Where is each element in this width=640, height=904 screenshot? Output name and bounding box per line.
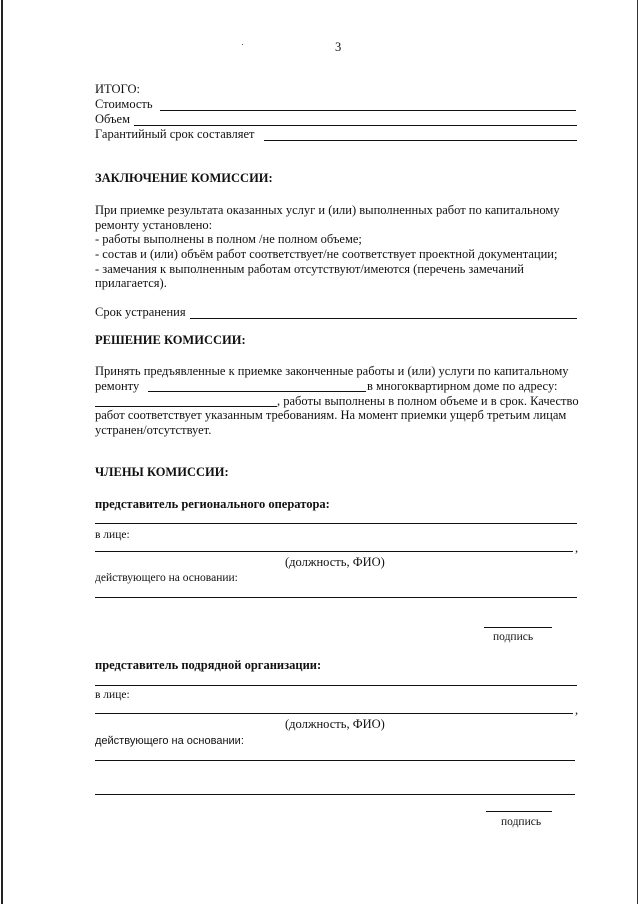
repair-type-field[interactable] bbox=[148, 391, 366, 392]
decision-text-line: , работы выполнены в полном объеме и в срок. Качество bbox=[277, 394, 579, 408]
decision-text-line: в многоквартирном доме по адресу: bbox=[367, 379, 558, 393]
page-edge-right bbox=[637, 0, 638, 904]
cost-field[interactable] bbox=[160, 110, 576, 111]
contractor-comma: , bbox=[575, 703, 579, 717]
conclusion-text-line: - работы выполнены в полном /не полном объеме; bbox=[95, 232, 362, 246]
deadline-label: Срок устранения bbox=[95, 305, 186, 319]
decision-heading: РЕШЕНИЕ КОМИССИИ: bbox=[95, 333, 246, 347]
warranty-field[interactable] bbox=[264, 140, 577, 141]
members-heading: ЧЛЕНЫ КОМИССИИ: bbox=[95, 465, 229, 479]
conclusion-text-line: При приемке результата оказанных услуг и (или) выполненных работ по капитальному bbox=[95, 203, 560, 217]
address-field[interactable] bbox=[95, 406, 277, 407]
page-number: 3 bbox=[335, 40, 342, 54]
conclusion-text-line: - замечания к выполненным работам отсутствуют/имеются (перечень замечаний bbox=[95, 262, 524, 276]
conclusion-text-line: - состав и (или) объём работ соответствует/не соответствует проектной документации; bbox=[95, 247, 558, 261]
regional-signature-caption: подпись bbox=[493, 631, 534, 643]
regional-operator-field[interactable] bbox=[95, 523, 577, 524]
contractor-person-field[interactable] bbox=[95, 713, 573, 714]
scan-speck bbox=[242, 44, 243, 45]
contractor-basis-field-2[interactable] bbox=[95, 794, 575, 795]
volume-label: Объем bbox=[95, 112, 130, 126]
regional-operator-heading: представитель регионального оператора: bbox=[95, 497, 330, 511]
contractor-signature-field[interactable] bbox=[486, 811, 552, 812]
regional-in-person-label: в лице: bbox=[95, 529, 130, 541]
contractor-basis-label: действующего на основании: bbox=[95, 735, 244, 747]
deadline-field[interactable] bbox=[190, 318, 577, 319]
regional-signature-field[interactable] bbox=[484, 627, 552, 628]
contractor-signature-caption: подпись bbox=[501, 816, 542, 828]
regional-basis-label: действующего на основании: bbox=[95, 572, 238, 584]
conclusion-text-line: прилагается). bbox=[95, 276, 167, 290]
contractor-field[interactable] bbox=[95, 685, 577, 686]
conclusion-heading: ЗАКЛЮЧЕНИЕ КОМИССИИ: bbox=[95, 171, 273, 185]
volume-field[interactable] bbox=[134, 125, 577, 126]
decision-text-line: устранен/отсутствует. bbox=[95, 423, 212, 437]
contractor-position-caption: (должность, ФИО) bbox=[285, 717, 385, 731]
regional-position-caption: (должность, ФИО) bbox=[285, 555, 385, 569]
cost-label: Стоимость bbox=[95, 97, 153, 111]
page-edge-left bbox=[1, 0, 3, 904]
warranty-label: Гарантийный срок составляет bbox=[95, 127, 255, 141]
regional-comma: , bbox=[575, 541, 579, 555]
conclusion-text-line: ремонту установлено: bbox=[95, 218, 213, 232]
decision-text-line: ремонту bbox=[95, 379, 140, 393]
regional-person-field[interactable] bbox=[95, 551, 573, 552]
contractor-basis-field[interactable] bbox=[95, 760, 575, 761]
decision-text-line: Принять предъявленные к приемке законченные работы и (или) услуги по капитальному bbox=[95, 364, 569, 378]
regional-basis-field[interactable] bbox=[95, 597, 577, 598]
decision-text-line: работ соответствует указанным требованиям. На момент приемки ущерб третьим лицам bbox=[95, 408, 567, 422]
totals-heading: ИТОГО: bbox=[95, 82, 140, 96]
contractor-heading: представитель подрядной организации: bbox=[95, 658, 322, 672]
contractor-in-person-label: в лице: bbox=[95, 689, 130, 701]
